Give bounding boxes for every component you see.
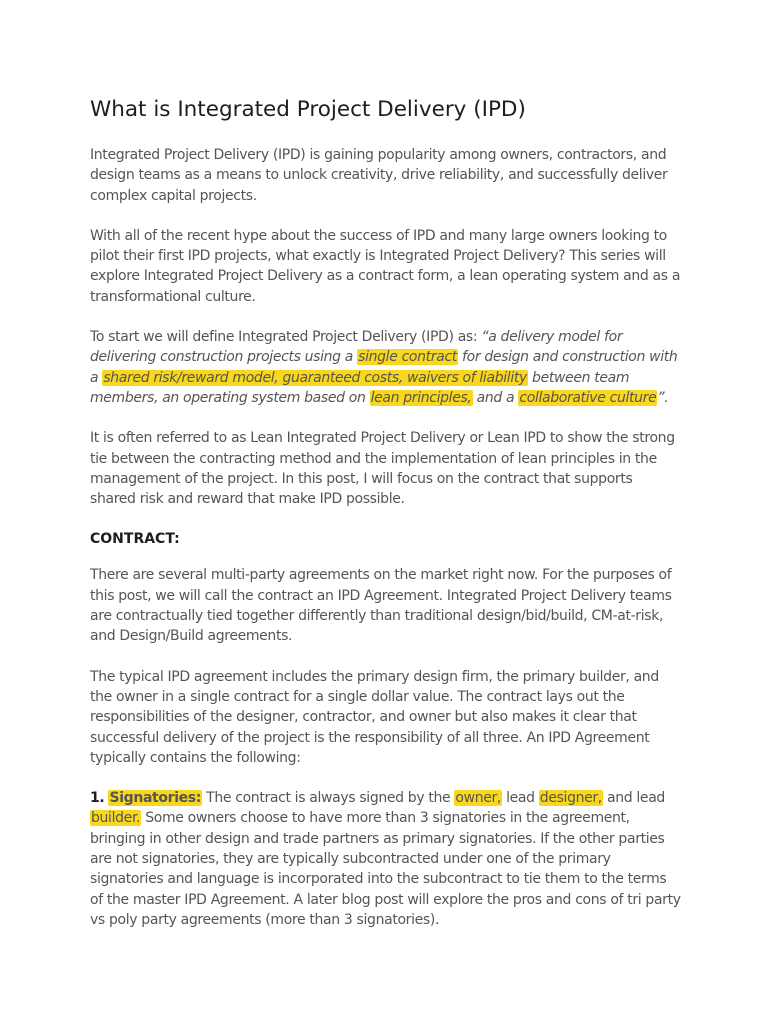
highlight-single-contract: single contract <box>358 349 457 366</box>
highlight-lean-principles: lean principles, <box>370 389 472 406</box>
quote-text: between team members, an operating system based on <box>90 369 630 406</box>
quote-text: ”. <box>657 389 669 406</box>
quote-text: for design and construction with a <box>90 349 678 386</box>
typical-agreement-paragraph: The typical IPD agreement includes the primary design firm, the primary builder, and the owner in a single contract for a single dollar value. The contract lays out the responsibilities of the designer, contractor, and owner but also makes it clear that successful delivery of the project is the responsibility of all three. An IPD Agreement typically contains the following: <box>90 668 659 766</box>
highlight-owner: owner, <box>455 790 501 807</box>
quote-text: “a delivery model for delivering construction projects using a <box>90 329 623 366</box>
signatories-label: Signatories: <box>109 790 202 807</box>
definition-paragraph <box>90 327 682 408</box>
signatories-paragraph <box>90 788 682 930</box>
highlight-shared-risk: shared risk/reward model, guaranteed costs, waivers of liability <box>103 369 527 386</box>
multi-party-paragraph: There are several multi-party agreements on the market right now. For the purposes of this post, we will call the contract an IPD Agreement. Integrated Project Delivery teams are contractually tied together differently than traditional design/bid/build, CM-at-risk, and Design/Build agreements. <box>90 567 672 645</box>
highlight-designer: designer, <box>539 790 602 807</box>
quote-text: and a <box>472 389 519 406</box>
body-text: lead <box>502 790 539 807</box>
body-text: Some owners choose to have more than 3 signatories in the agreement, bringing in other design and trade partners as primary signatories. If the other parties are not signatories, they are typically subcontracted under one of the primary signatories and language is incorporated into the subcontract to tie them to the terms of the master IPD Agreement. A later blog post will explore the pros and cons of tri party vs poly party agreements (more than 3 signatories). <box>90 810 681 928</box>
intro-paragraph: Integrated Project Delivery (IPD) is gaining popularity among owners, contractors, and design teams as a means to unlock creativity, drive reliability, and successfully deliver complex capital projects. <box>90 147 668 204</box>
body-text: The contract is always signed by the <box>202 790 455 807</box>
hype-paragraph: With all of the recent hype about the success of IPD and many large owners looking to pilot their first IPD projects, what exactly is Integrated Project Delivery? This series will explore Integrated Project Delivery as a contract form, a lean operating system and as a transformational culture. <box>90 227 681 305</box>
definition-lead: To start we will define Integrated Project Delivery (IPD) as: <box>90 329 482 346</box>
article-title: What is Integrated Project Delivery (IPD) <box>90 97 526 122</box>
highlight-builder: builder. <box>91 810 141 827</box>
body-text: and lead <box>602 790 665 807</box>
lean-ipd-paragraph: It is often referred to as Lean Integrated Project Delivery or Lean IPD to show the strong tie between the contracting method and the implementation of lean principles in the management of the project. In this post, I will focus on the contract that supports shared risk and reward that make IPD possible. <box>90 430 675 508</box>
contract-heading: CONTRACT: <box>90 531 180 548</box>
article-content <box>90 96 682 950</box>
highlight-collaborative-culture: collaborative culture <box>519 389 657 406</box>
list-number: 1. <box>90 790 105 807</box>
